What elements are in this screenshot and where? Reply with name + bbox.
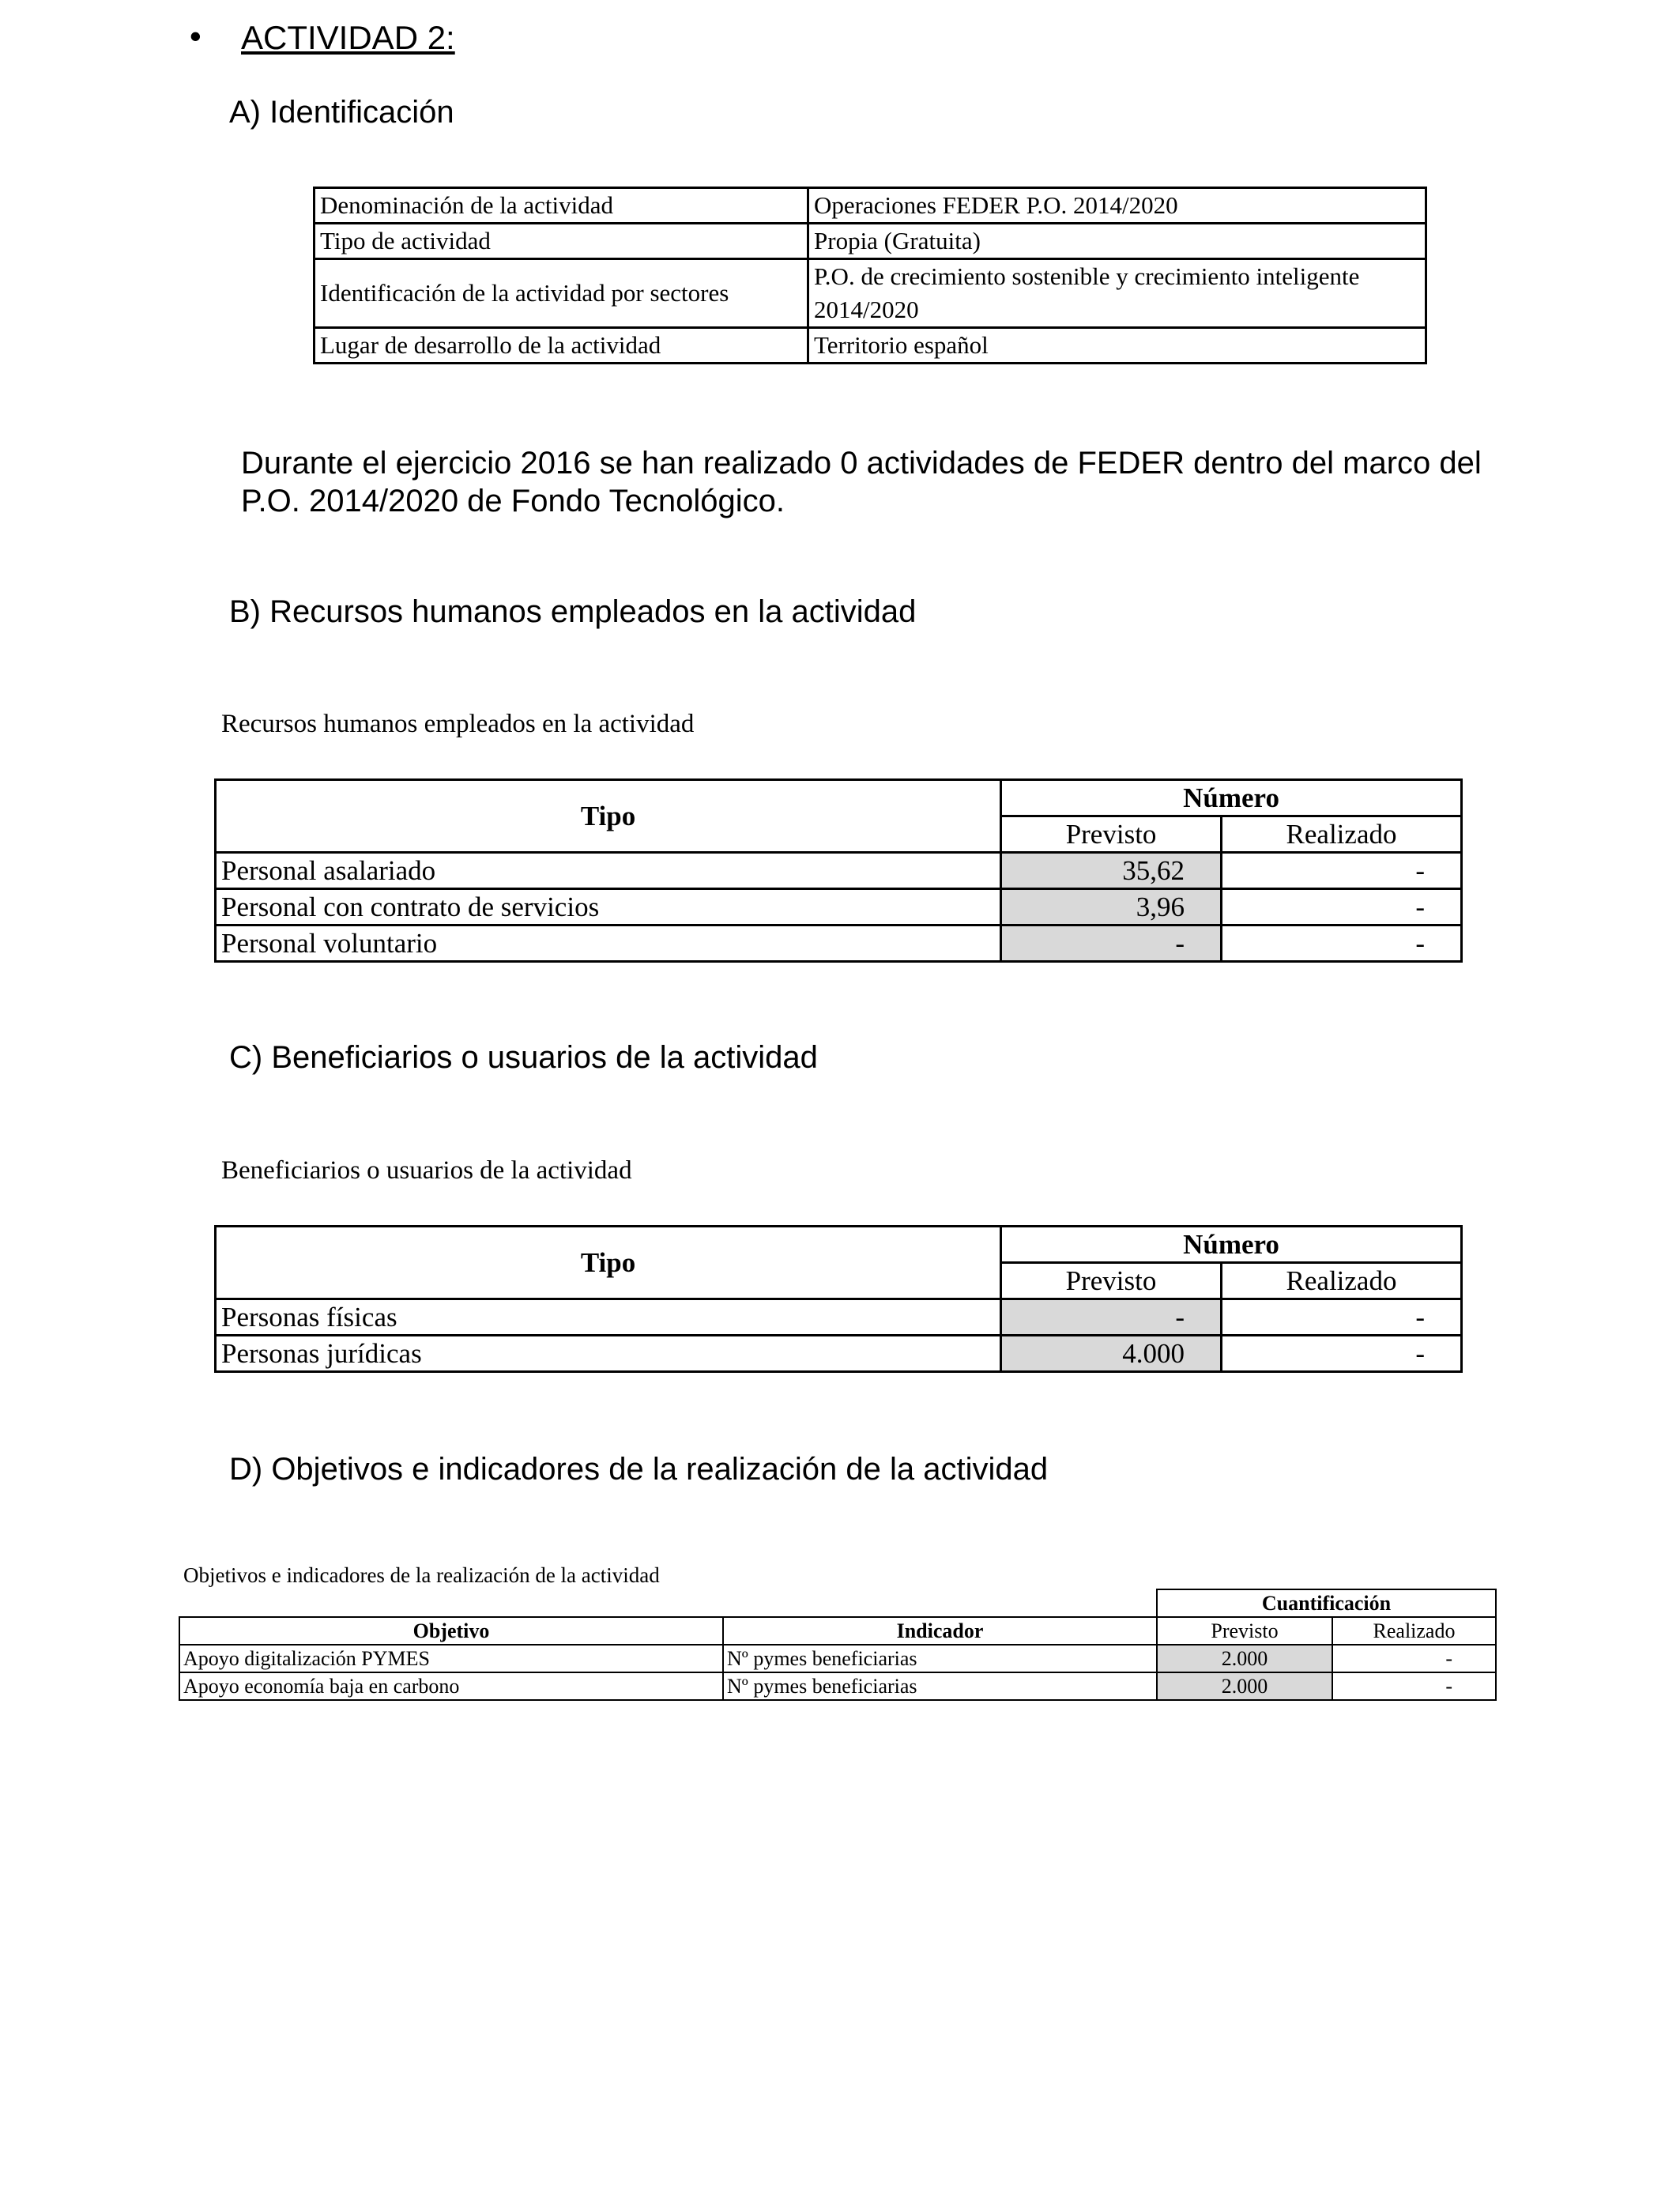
table-row: [216, 1336, 1462, 1372]
header-previsto: Previsto: [1001, 1263, 1222, 1299]
cell-previsto: -: [1001, 1299, 1222, 1336]
cell-realizado: -: [1332, 1645, 1496, 1672]
row-label: Identificación de la actividad por sectores: [315, 259, 808, 328]
table-row: [216, 889, 1462, 925]
table-header-row: [216, 1227, 1462, 1263]
cell-objetivo: Apoyo economía baja en carbono: [179, 1672, 723, 1700]
cell-tipo: Personal voluntario: [216, 925, 1001, 962]
cell-objetivo: Apoyo digitalización PYMES: [179, 1645, 723, 1672]
section-d-caption: Objetivos e indicadores de la realización de la actividad: [183, 1563, 660, 1587]
table-header-row: [179, 1617, 1496, 1645]
cell-previsto: 2.000: [1157, 1645, 1332, 1672]
cell-realizado: -: [1332, 1672, 1496, 1700]
header-cuantificacion: Cuantificación: [1157, 1589, 1496, 1617]
cell-indicador: Nº pymes beneficiarias: [723, 1645, 1157, 1672]
identification-table: [313, 187, 1427, 364]
table-row: [216, 853, 1462, 889]
table-row: [216, 1299, 1462, 1336]
section-a-title: A) Identificación: [229, 95, 454, 130]
header-realizado: Realizado: [1222, 816, 1462, 853]
section-b-caption: Recursos humanos empleados en la actividad: [221, 710, 695, 738]
table-row: [179, 1672, 1496, 1700]
section-c-caption: Beneficiarios o usuarios de la actividad: [221, 1156, 632, 1185]
row-value: Territorio español: [808, 328, 1426, 364]
activity-title: ACTIVIDAD 2:: [241, 19, 455, 56]
objectives-table: [179, 1589, 1497, 1701]
cell-realizado: -: [1222, 1299, 1462, 1336]
table-header-row: [179, 1589, 1496, 1617]
cell-realizado: -: [1222, 925, 1462, 962]
section-c-title: C) Beneficiarios o usuarios de la actividad: [229, 1040, 818, 1075]
summary-paragraph: Durante el ejercicio 2016 se han realizado 0 actividades de FEDER dentro del marco del P.O. 2014/2020 de Fondo Tecnológico.: [241, 446, 1482, 518]
header-previsto: Previsto: [1001, 816, 1222, 853]
cell-previsto: 2.000: [1157, 1672, 1332, 1700]
header-numero: Número: [1001, 780, 1462, 816]
cell-realizado: -: [1222, 889, 1462, 925]
header-tipo: Tipo: [216, 780, 1001, 853]
header-objetivo: Objetivo: [179, 1617, 723, 1645]
row-label: Lugar de desarrollo de la actividad: [315, 328, 808, 364]
row-value: Operaciones FEDER P.O. 2014/2020: [808, 188, 1426, 224]
cell-realizado: -: [1222, 1336, 1462, 1372]
header-realizado: Realizado: [1222, 1263, 1462, 1299]
table-row: [315, 188, 1426, 224]
cell-realizado: -: [1222, 853, 1462, 889]
table-row: [315, 328, 1426, 364]
cell-tipo: Personas jurídicas: [216, 1336, 1001, 1372]
table-row: [179, 1645, 1496, 1672]
empty-cell: [723, 1589, 1157, 1617]
row-value: P.O. de crecimiento sostenible y crecimiento inteligente 2014/2020: [808, 259, 1426, 328]
cell-indicador: Nº pymes beneficiarias: [723, 1672, 1157, 1700]
header-numero: Número: [1001, 1227, 1462, 1263]
header-realizado: Realizado: [1332, 1617, 1496, 1645]
cell-tipo: Personal asalariado: [216, 853, 1001, 889]
row-label: Tipo de actividad: [315, 224, 808, 259]
cell-previsto: 4.000: [1001, 1336, 1222, 1372]
cell-tipo: Personal con contrato de servicios: [216, 889, 1001, 925]
table-row: [315, 224, 1426, 259]
header-previsto: Previsto: [1157, 1617, 1332, 1645]
table-row: [315, 259, 1426, 328]
row-value: Propia (Gratuita): [808, 224, 1426, 259]
section-d-title: D) Objetivos e indicadores de la realización de la actividad: [229, 1452, 1049, 1487]
cell-previsto: 3,96: [1001, 889, 1222, 925]
cell-previsto: -: [1001, 925, 1222, 962]
cell-tipo: Personas físicas: [216, 1299, 1001, 1336]
header-indicador: Indicador: [723, 1617, 1157, 1645]
header-tipo: Tipo: [216, 1227, 1001, 1299]
empty-cell: [179, 1589, 723, 1617]
section-b-title: B) Recursos humanos empleados en la actividad: [229, 594, 917, 629]
cell-previsto: 35,62: [1001, 853, 1222, 889]
table-row: [216, 925, 1462, 962]
bullet-marker: •: [190, 17, 202, 55]
table-header-row: [216, 780, 1462, 816]
human-resources-table: [214, 778, 1463, 963]
row-label: Denominación de la actividad: [315, 188, 808, 224]
beneficiaries-table: [214, 1225, 1463, 1373]
